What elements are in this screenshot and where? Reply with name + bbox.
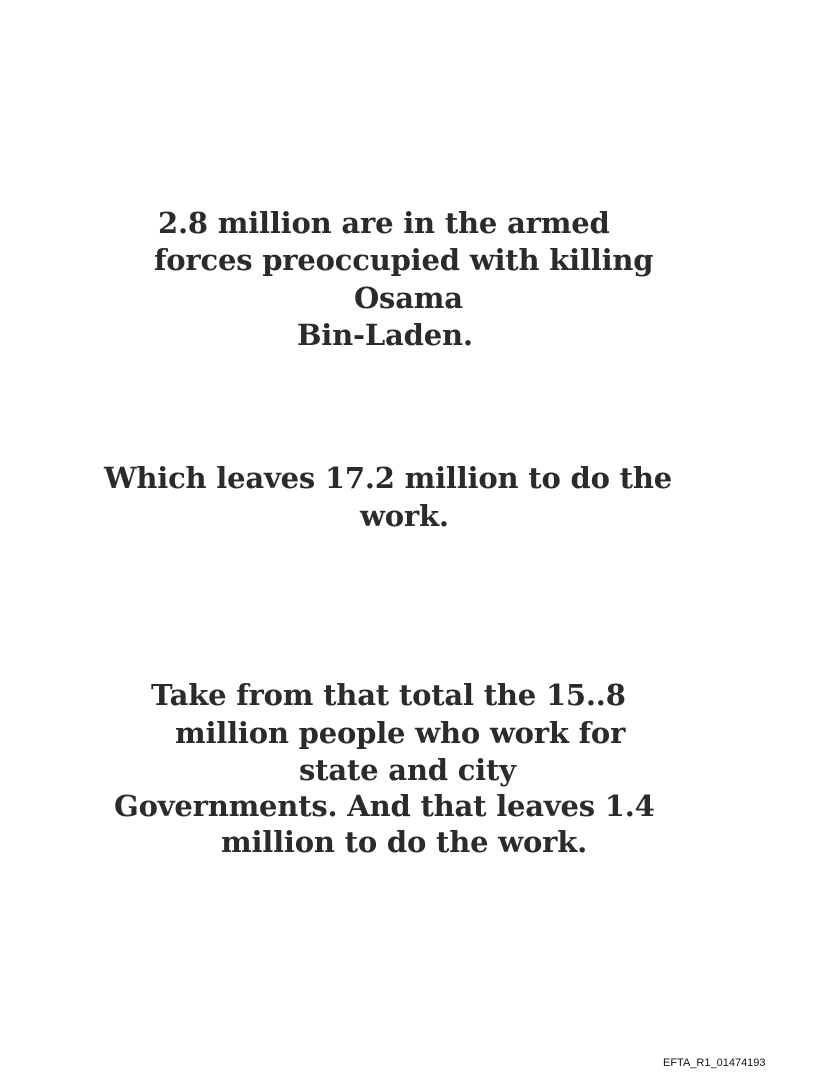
document-id-footer: EFTA_R1_01474193 [663, 1057, 766, 1069]
paragraph-1-line-4: Bin-Laden. [297, 318, 473, 352]
paragraph-3-line-3: state and city [299, 753, 516, 787]
paragraph-1-line-2: forces preoccupied with killing [154, 243, 654, 277]
paragraph-3-line-2: million people who work for [175, 716, 626, 750]
paragraph-2-line-1: Which leaves 17.2 million to do the [104, 461, 672, 495]
paragraph-3-line-5: million to do the work. [221, 825, 588, 859]
paragraph-1-line-3: Osama [354, 281, 463, 315]
paragraph-2-line-2: work. [360, 499, 449, 533]
paragraph-1-line-1: 2.8 million are in the armed [158, 206, 610, 240]
paragraph-3-line-4: Governments. And that leaves 1.4 [114, 789, 655, 823]
paragraph-3-line-1: Take from that total the 15..8 [151, 678, 626, 712]
